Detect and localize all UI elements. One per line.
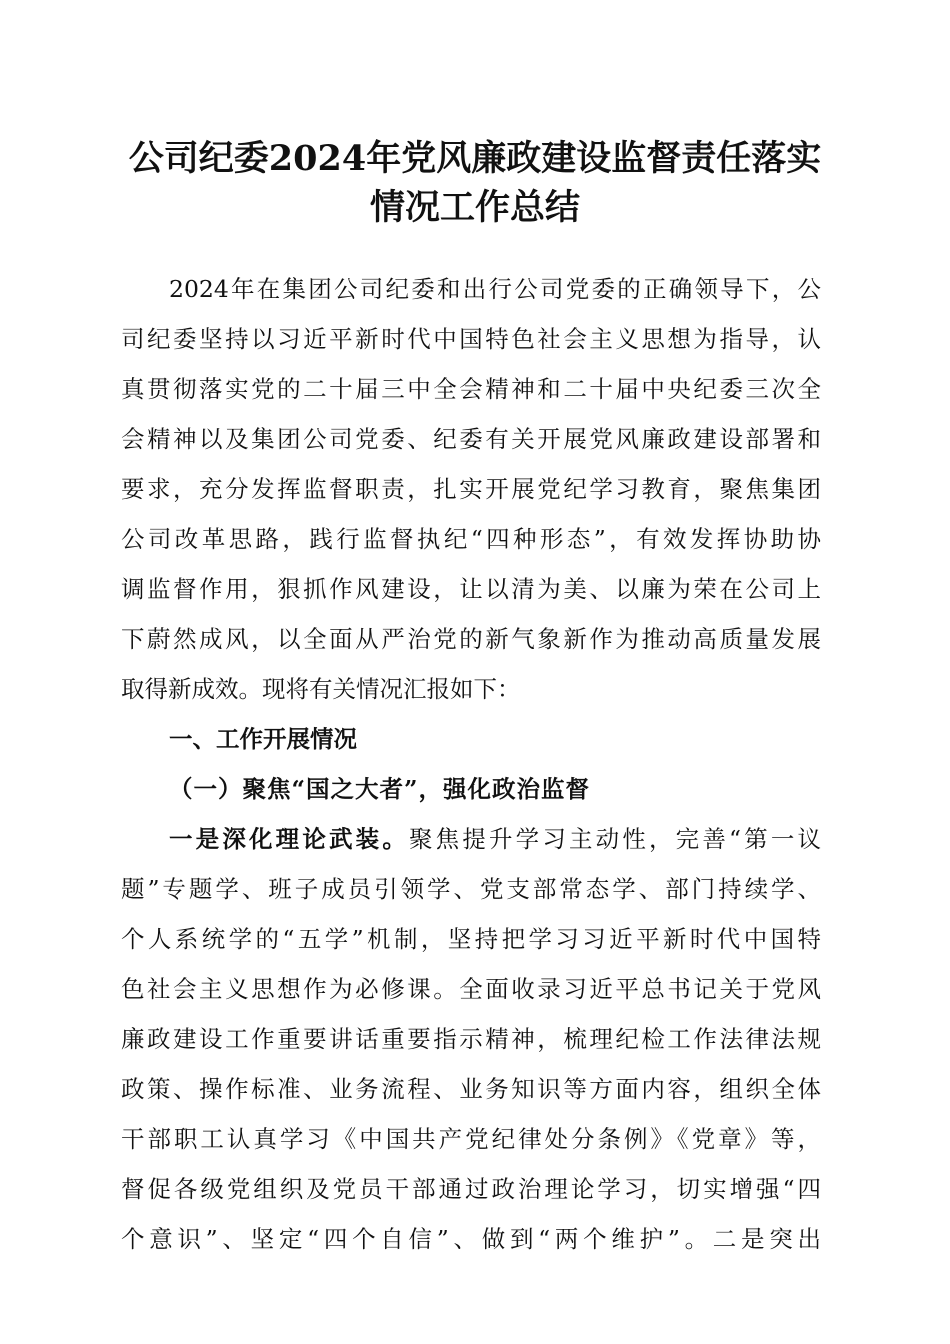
document-title-line-1: 公司纪委2024年党风廉政建设监督责任落实 [128,138,822,179]
body-line: 个意识”、坚定“四个自信”、做到“两个维护”。二是突出 [121,1225,821,1253]
intro-line: 2024年在集团公司纪委和出行公司党委的正确领导下，公 [169,275,821,303]
intro-line: 要求，充分发挥监督职责，扎实开展党纪学习教育，聚焦集团 [121,475,821,503]
intro-line: 取得新成效。现将有关情况汇报如下： [121,675,521,703]
body-line: 廉政建设工作重要讲话重要指示精神，梳理纪检工作法律法规 [121,1025,821,1053]
body-first-line [169,819,821,859]
body-first-rest: 聚焦提升学习主动性，完善“第一议 [409,825,822,853]
document-title-line-2: 情况工作总结 [369,187,580,228]
intro-line: 调监督作用，狠抓作风建设，让以清为美、以廉为荣在公司上 [121,575,821,603]
body-line: 色社会主义思想作为必修课。全面收录习近平总书记关于党风 [121,975,821,1003]
section-heading: 一、工作开展情况 [169,725,357,753]
body-line: 督促各级党组织及党员干部通过政治理论学习，切实增强“四 [121,1175,821,1203]
subsection-heading: （一）聚焦“国之大者”，强化政治监督 [169,775,591,803]
intro-line: 会精神以及集团公司党委、纪委有关开展党风廉政建设部署和 [121,425,821,453]
intro-line: 真贯彻落实党的二十届三中全会精神和二十届中央纪委三次全 [121,375,821,403]
intro-line: 下蔚然成风，以全面从严治党的新气象新作为推动高质量发展 [121,625,821,653]
intro-line: 司纪委坚持以习近平新时代中国特色社会主义思想为指导，认 [121,325,821,353]
body-line: 政策、操作标准、业务流程、业务知识等方面内容，组织全体 [121,1075,821,1103]
body-line: 题”专题学、班子成员引领学、党支部常态学、部门持续学、 [121,875,821,903]
intro-line: 公司改革思路，践行监督执纪“四种形态”，有效发挥协助协 [121,525,821,553]
body-line: 干部职工认真学习《中国共产党纪律处分条例》《党章》等， [121,1125,821,1153]
body-line: 个人系统学的“五学”机制，坚持把学习习近平新时代中国特 [121,925,821,953]
body-lead-phrase: 一是深化理论武装。 [169,825,409,853]
